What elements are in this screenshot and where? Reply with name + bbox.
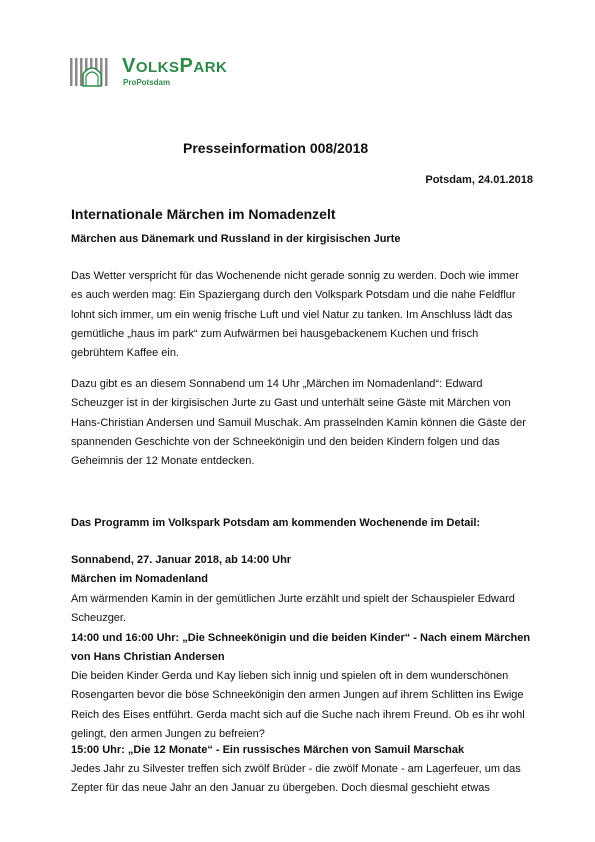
article-subheadline: Märchen aus Dänemark und Russland in der kirgisischen Jurte xyxy=(71,233,401,245)
show-1-heading: 14:00 und 16:00 Uhr: „Die Schneekönigin und die beiden Kinder“ - Nach einem Märchen von Hans Christian Andersen xyxy=(71,632,531,664)
show-1-description: Die beiden Kinder Gerda und Kay lieben sich innig und spielen oft in dem wunderschönen Rosengarten bevor die böse Schneekönigin den armen Jungen auf ihrem Schlitten ins Ewige Reich des Eises entführt. Gerda macht sich auf die Suche nach ihrem Freund. Ob es ihr wohl gelingt, den armen Jungen zu befreien? xyxy=(71,670,525,740)
logo-wordmark: VOLKSPARK xyxy=(122,55,228,77)
paragraph-2: Dazu gibt es an diesem Sonnabend um 14 Uhr „Märchen im Nomadenland“: Edward Scheuzger ist in der kirgisischen Jurte zu Gast und unterhält seine Gäste mit Märchen von Hans-Christian Andersen und Samuil Muschak. Am prasselnden Kamin können die Gäste der spannenden Geschichte von der Schneekönigin und den beiden Kindern folgen und das Geheimnis der 12 Monate entdecken. xyxy=(71,378,526,468)
show-2-description: Jedes Jahr zu Silvester treffen sich zwölf Brüder - die zwölf Monate - am Lagerfeuer, um das Zepter für das neue Jahr an den Januar zu übergeben. Doch diesmal geschieht etwas xyxy=(71,763,521,795)
event-description: Am wärmenden Kamin in der gemütlichen Jurte erzählt und spielt der Schauspieler Edward Scheuzger. xyxy=(71,593,515,625)
event-title: Märchen im Nomadenland xyxy=(71,573,208,585)
press-release-title: Presseinformation 008/2018 xyxy=(183,140,369,156)
article-headline: Internationale Märchen im Nomadenzelt xyxy=(71,206,336,222)
event-date: Sonnabend, 27. Januar 2018, ab 14:00 Uhr xyxy=(71,554,292,566)
paragraph-1: Das Wetter verspricht für das Wochenende nicht gerade sonnig zu werden. Doch wie immer es auch werden mag: Ein Spaziergang durch den Volkspark Potsdam und die nahe Feldflur lohnt sich immer, um ein wenig frische Luft und viel Natur zu tanken. Im Anschluss lädt das gemütliche „haus im park“ zum Aufwärmen bei hausgebackenem Kuchen und frisch gebrühtem Kaffee ein. xyxy=(71,270,519,360)
place-date: Potsdam, 24.01.2018 xyxy=(425,174,533,186)
logo-subtitle: ProPotsdam xyxy=(123,78,171,87)
show-2-heading: 15:00 Uhr: „Die 12 Monate“ - Ein russisches Märchen von Samuil Marschak xyxy=(71,744,465,756)
volkspark-logo xyxy=(70,50,260,92)
program-heading: Das Programm im Volkspark Potsdam am kommenden Wochenende im Detail: xyxy=(71,517,481,529)
park-gate-icon xyxy=(70,56,114,88)
